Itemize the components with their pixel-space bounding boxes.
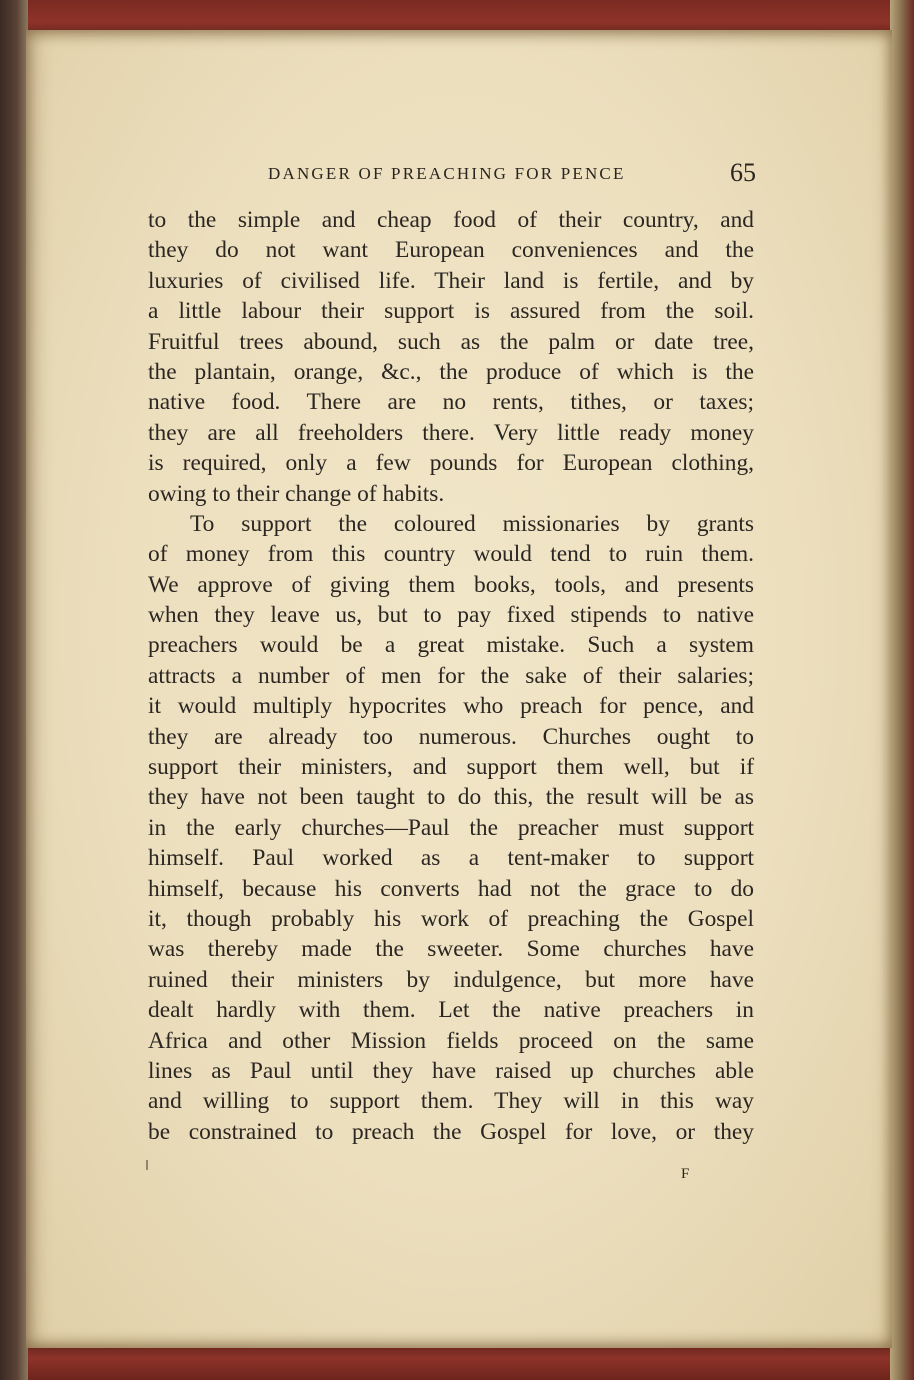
binding-spine-edge (0, 0, 28, 1380)
paragraph-end-line: owing to their change of habits. (148, 480, 445, 507)
running-head (148, 160, 756, 190)
text-line: native food. There are no rents, tithes, or taxes; (148, 389, 754, 416)
text-line: lines as Paul until they have raised up churches able (148, 1057, 754, 1084)
text-line: support their ministers, and support them well, but if (148, 754, 754, 781)
text-line: and willing to support them. They will in this way (148, 1088, 754, 1115)
paragraph-start-line: To support the coloured missionaries by grants (190, 510, 754, 537)
text-line: when they leave us, but to pay fixed stipends to native (148, 602, 754, 629)
text-line: in the early churches—Paul the preacher must support (148, 814, 754, 841)
text-line: himself, because his converts had not the grace to do (148, 875, 754, 902)
signature-mark: F (681, 1166, 691, 1182)
text-line: himself. Paul worked as a tent-maker to support (148, 845, 754, 872)
text-line: they are all freeholders there. Very little ready money (148, 419, 754, 446)
text-line: Fruitful trees abound, such as the palm or date tree, (148, 328, 754, 355)
text-line: is required, only a few pounds for European clothing, (148, 450, 754, 477)
body-text (148, 205, 754, 1147)
text-line: it, though probably his work of preaching the Gospel (148, 905, 754, 932)
text-line: dealt hardly with them. Let the native preachers in (148, 997, 754, 1024)
page-number: 65 (730, 158, 756, 187)
text-line: We approve of giving them books, tools, and presents (148, 571, 754, 598)
ink-speck (146, 1160, 148, 1170)
text-line: to the simple and cheap food of their country, and (148, 207, 754, 233)
text-line: Africa and other Mission fields proceed on the same (148, 1027, 754, 1054)
text-line: luxuries of civilised life. Their land is fertile, and by (148, 267, 754, 294)
text-line: attracts a number of men for the sake of their salaries; (148, 662, 754, 689)
text-line: it would multiply hypocrites who preach for pence, and (148, 693, 754, 720)
text-line: they have not been taught to do this, the result will be as (148, 784, 754, 811)
running-head-title: DANGER OF PREACHING FOR PENCE (268, 164, 626, 183)
text-line: they are already too numerous. Churches ought to (148, 723, 754, 750)
text-line: was thereby made the sweeter. Some churches have (148, 936, 754, 963)
binding-right-edge (890, 0, 914, 1380)
text-line: be constrained to preach the Gospel for love, or they (148, 1118, 754, 1145)
text-line: they do not want European conveniences and the (148, 237, 754, 264)
text-line: of money from this country would tend to ruin them. (148, 541, 754, 568)
text-line: the plantain, orange, &c., the produce of which is the (148, 358, 754, 385)
text-line: a little labour their support is assured from the soil. (148, 298, 754, 325)
text-line: preachers would be a great mistake. Such a system (148, 632, 754, 659)
text-line: ruined their ministers by indulgence, but more have (148, 966, 754, 993)
